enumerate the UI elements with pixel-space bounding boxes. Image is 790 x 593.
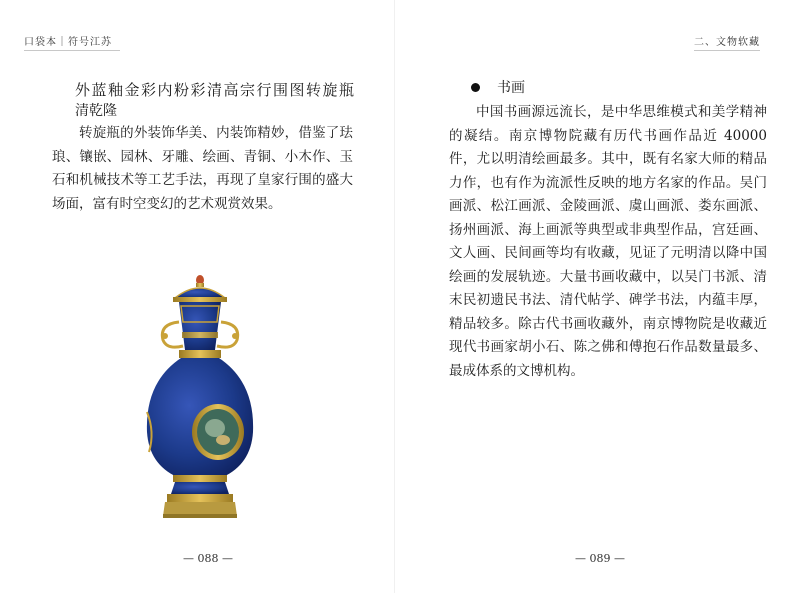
running-head-left: 口袋本｜符号江苏 (24, 37, 112, 48)
running-head-right: 二、文物软藏 (694, 37, 760, 48)
artifact-description: 转旋瓶的外装饰华美、内装饰精妙，借鉴了珐琅、镶嵌、园林、牙雕、绘画、青铜、小木作、玉石和机械技术等工艺手法，再现了皇家行围的盛大场面，富有时空变幻的艺术观赏效果。 (52, 125, 353, 212)
page-number-right: — 089 — (575, 552, 625, 565)
header-rule-right (694, 50, 760, 51)
section-heading (471, 77, 525, 97)
section-body: 中国书画源远流长，是中华思维模式和美学精神的凝结。南京博物院藏有历代书画作品近 40000 件，尤以明清绘画最多。其中，既有名家大师的精品力作，也有作为流派性反映的地方名家的作品。吴门画派、松江画派、金陵画派、虞山画派、娄东画派、扬州画派、海上画派等典型或非典型作品，宫廷画、文人画、民间画等均有收藏，见证了元明清以降中国绘画的发展轨迹。大量书画收藏中，以吴门书派、清末民初遗民书法、清代帖学、碑学书法，内蕴丰厚，精品较多。除古代书画收藏外，南京博物院是收藏近现代书画家胡小石、陈之佛和傅抱石作品数量最多、最成体系的文博机构。 (449, 104, 767, 379)
rotating-vase-image (135, 272, 265, 522)
artifact-period: 清乾隆 (75, 103, 117, 119)
artifact-title: 外蓝釉金彩内粉彩清高宗行围图转旋瓶 (75, 81, 356, 99)
page-number-left: — 088 — (183, 552, 233, 565)
section-title: 书画 (497, 80, 525, 96)
bullet-icon (471, 83, 480, 92)
right-page (395, 0, 790, 593)
header-rule-left (24, 50, 120, 51)
